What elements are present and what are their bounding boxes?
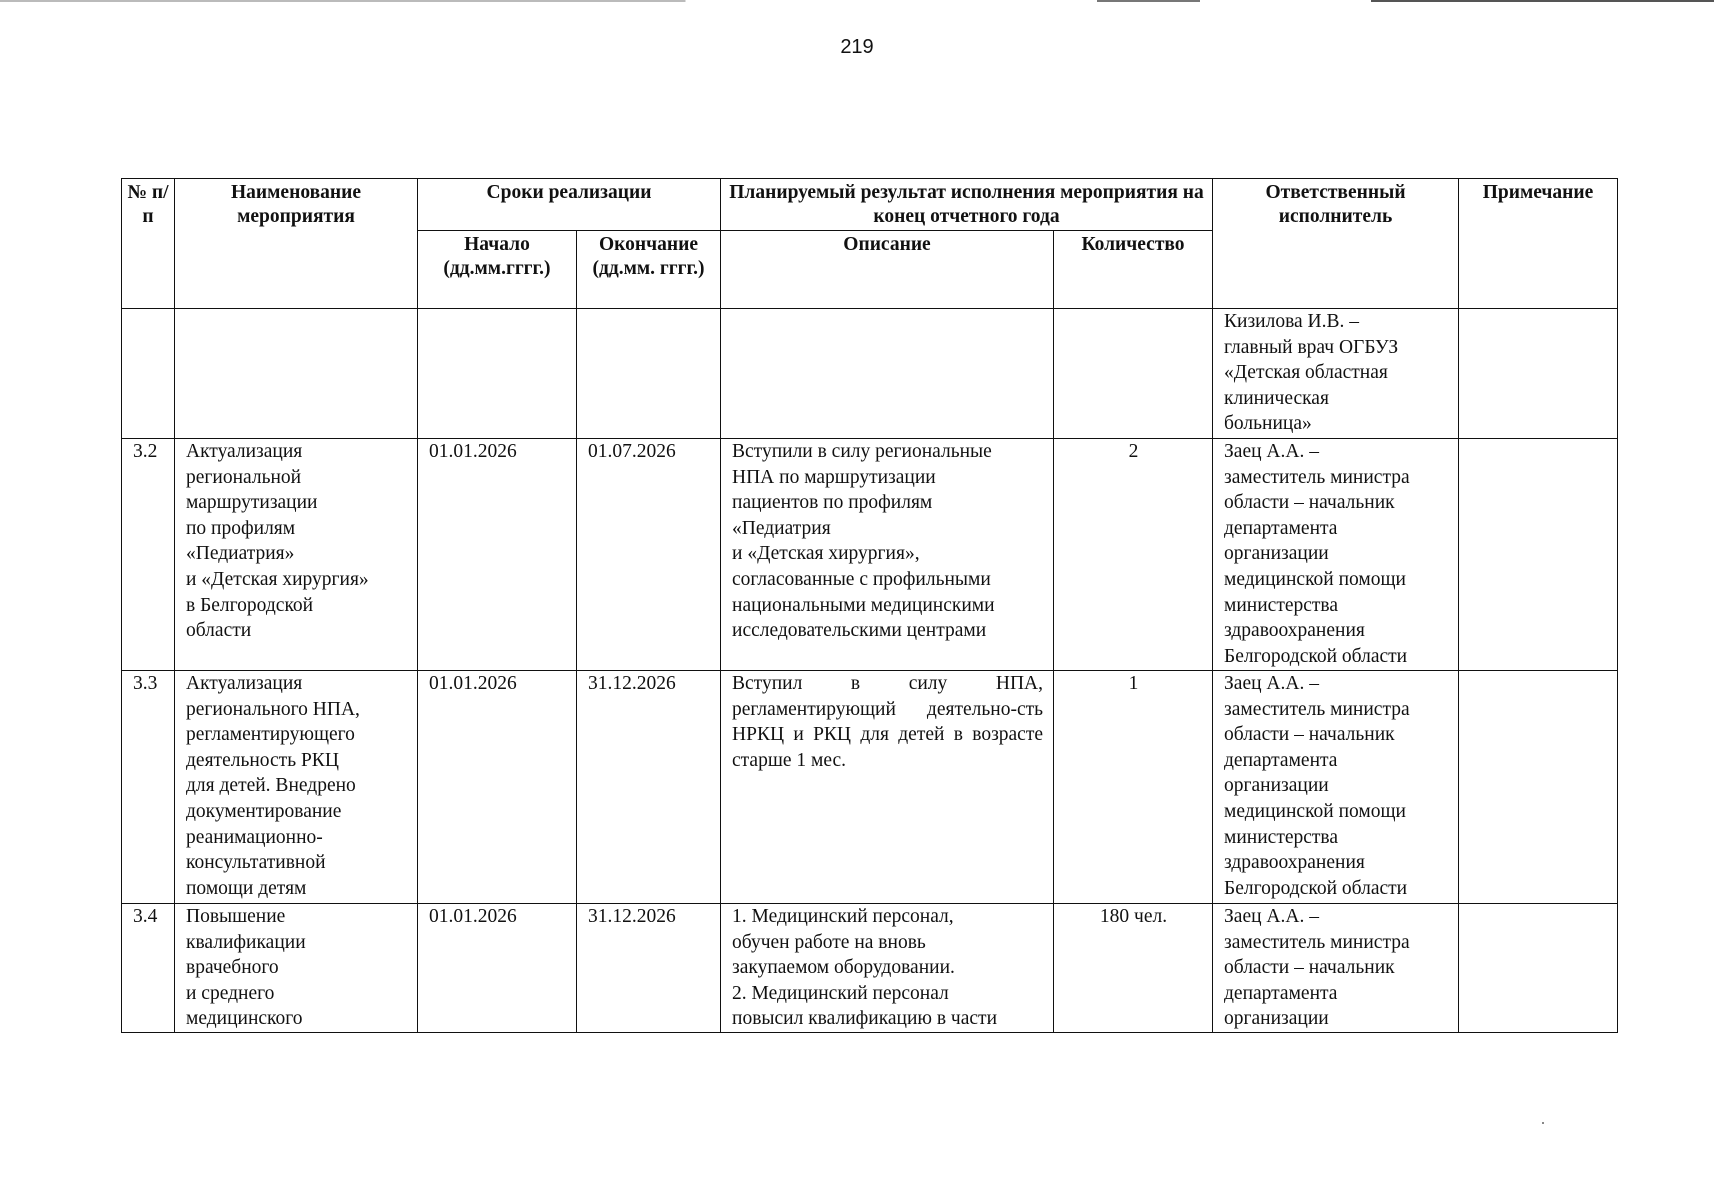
row-note <box>1459 904 1618 1033</box>
row-note <box>1459 309 1618 439</box>
row-responsible <box>1213 671 1459 904</box>
row-responsible <box>1213 309 1459 439</box>
table-row <box>122 671 1618 904</box>
row-description <box>721 671 1054 904</box>
row-num <box>122 309 175 439</box>
row-num: 3.4 <box>122 904 175 1033</box>
scan-speck <box>1542 1122 1544 1124</box>
row-quantity <box>1054 309 1213 439</box>
header-note: Примечание <box>1459 179 1618 309</box>
activity-table <box>121 178 1618 1033</box>
row-start: 01.01.2026 <box>418 904 577 1033</box>
row-name <box>175 904 418 1033</box>
row-description-text: Вступили в силу региональные НПА по маршрутизации пациентов по профилям «Педиатрия и «Детская хирургия», согласованные с профильными национальными медицинскими исследовательскими центрами <box>732 441 995 642</box>
table-row <box>122 904 1618 1033</box>
row-name <box>175 309 418 439</box>
row-responsible-text: Заец А.А. – заместитель министра области – начальник департамента организации медицинской помощи министерства здравоохранения Белгородской области <box>1224 441 1410 667</box>
header-num: № п/п <box>122 179 175 309</box>
row-name <box>175 439 418 671</box>
row-name <box>175 671 418 904</box>
row-start: 01.01.2026 <box>418 439 577 671</box>
row-name-text: Повышение квалификации врачебного и среднего медицинского <box>186 906 306 1030</box>
row-end <box>577 309 721 439</box>
row-end: 01.07.2026 <box>577 439 721 671</box>
row-name-text: Актуализация региональной маршрутизации по профилям «Педиатрия» и «Детская хирургия» в Белгородской области <box>186 441 369 642</box>
header-end: Окончание (дд.мм. гггг.) <box>577 231 721 309</box>
table-row <box>122 309 1618 439</box>
header-quantity: Количество <box>1054 231 1213 309</box>
row-responsible-text: Заец А.А. – заместитель министра области – начальник департамента организации <box>1224 906 1410 1030</box>
header-responsible: Ответственный исполнитель <box>1213 179 1459 309</box>
row-start <box>418 309 577 439</box>
row-quantity: 2 <box>1054 439 1213 671</box>
header-terms: Сроки реализации <box>418 179 721 231</box>
row-quantity: 180 чел. <box>1054 904 1213 1033</box>
row-responsible-text: Кизилова И.В. – главный врач ОГБУЗ «Детская областная клиническая больница» <box>1224 311 1399 435</box>
row-responsible <box>1213 904 1459 1033</box>
header-result: Планируемый результат исполнения мероприятия на конец отчетного года <box>721 179 1213 231</box>
row-num: 3.2 <box>122 439 175 671</box>
table-header <box>122 179 1618 309</box>
row-description <box>721 309 1054 439</box>
row-note <box>1459 439 1618 671</box>
row-name-text: Актуализация регионального НПА, регламентирующего деятельность РКЦ для детей. Внедрено документирование реанимационно- консультативной помощи детям <box>186 673 360 899</box>
row-num: 3.3 <box>122 671 175 904</box>
row-description <box>721 904 1054 1033</box>
header-name: Наименование мероприятия <box>175 179 418 309</box>
header-start: Начало (дд.мм.гггг.) <box>418 231 577 309</box>
row-start: 01.01.2026 <box>418 671 577 904</box>
table-row <box>122 439 1618 671</box>
header-description: Описание <box>721 231 1054 309</box>
row-note <box>1459 671 1618 904</box>
row-description-text: Вступил в силу НПА, регламентирующий деятельно-сть НРКЦ и РКЦ для детей в возрасте старше 1 мес. <box>732 673 1044 771</box>
row-quantity: 1 <box>1054 671 1213 904</box>
row-description-text: 1. Медицинский персонал, обучен работе на вновь закупаемом оборудовании. 2. Медицинский персонал повысил квалификацию в части <box>732 906 997 1030</box>
row-description <box>721 439 1054 671</box>
page-number: 219 <box>840 36 874 58</box>
scan-top-edge <box>0 0 1714 2</box>
row-end: 31.12.2026 <box>577 904 721 1033</box>
row-responsible-text: Заец А.А. – заместитель министра области – начальник департамента организации медицинской помощи министерства здравоохранения Белгородской области <box>1224 673 1410 899</box>
row-responsible <box>1213 439 1459 671</box>
row-end: 31.12.2026 <box>577 671 721 904</box>
